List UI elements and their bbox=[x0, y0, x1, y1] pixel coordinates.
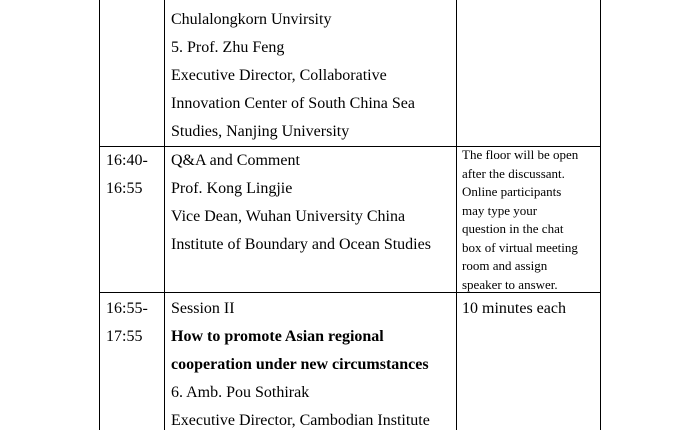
session-label: Session II bbox=[171, 300, 235, 317]
program-line: Chulalongkorn Unvirsity bbox=[171, 11, 332, 28]
program-line: 6. Amb. Pou Sothirak bbox=[171, 384, 310, 401]
remark-line: Online participants bbox=[462, 184, 562, 199]
time-start: 16:40- bbox=[106, 152, 148, 169]
time-end: 16:55 bbox=[106, 180, 143, 197]
time-end: 17:55 bbox=[106, 328, 143, 345]
table-divider-remark bbox=[456, 0, 457, 430]
remark-line: may type your bbox=[462, 202, 538, 218]
program-line: Innovation Center of South China Sea bbox=[171, 95, 415, 112]
remark-line: after the discussant. bbox=[462, 165, 565, 181]
remark-line: question in the chat bbox=[462, 221, 564, 236]
program-line: Institute of Boundary and Ocean Studies bbox=[171, 236, 431, 253]
program-line: Vice Dean, Wuhan University China bbox=[171, 208, 406, 225]
program-line: Executive Director, Collaborative bbox=[171, 67, 387, 84]
remark-line: The floor will be open bbox=[462, 147, 579, 162]
table-border-left bbox=[99, 0, 100, 430]
time-start: 16:55- bbox=[106, 300, 148, 317]
program-line: Prof. Kong Lingjie bbox=[171, 180, 293, 197]
table-divider-time bbox=[164, 0, 165, 430]
program-line: 5. Prof. Zhu Feng bbox=[171, 39, 285, 56]
remark-line: 10 minutes each bbox=[462, 300, 566, 317]
table-border-right bbox=[600, 0, 601, 430]
program-line: Studies, Nanjing University bbox=[171, 123, 350, 140]
session-title: How to promote Asian regional bbox=[171, 328, 384, 345]
program-line: Q&A and Comment bbox=[171, 152, 300, 169]
program-line: Executive Director, Cambodian Institute bbox=[171, 412, 430, 429]
session-title: cooperation under new circumstances bbox=[171, 356, 429, 373]
remark-line: room and assign bbox=[462, 258, 548, 273]
remark-line: speaker to answer. bbox=[462, 276, 558, 292]
remark-line: box of virtual meeting bbox=[462, 239, 578, 255]
